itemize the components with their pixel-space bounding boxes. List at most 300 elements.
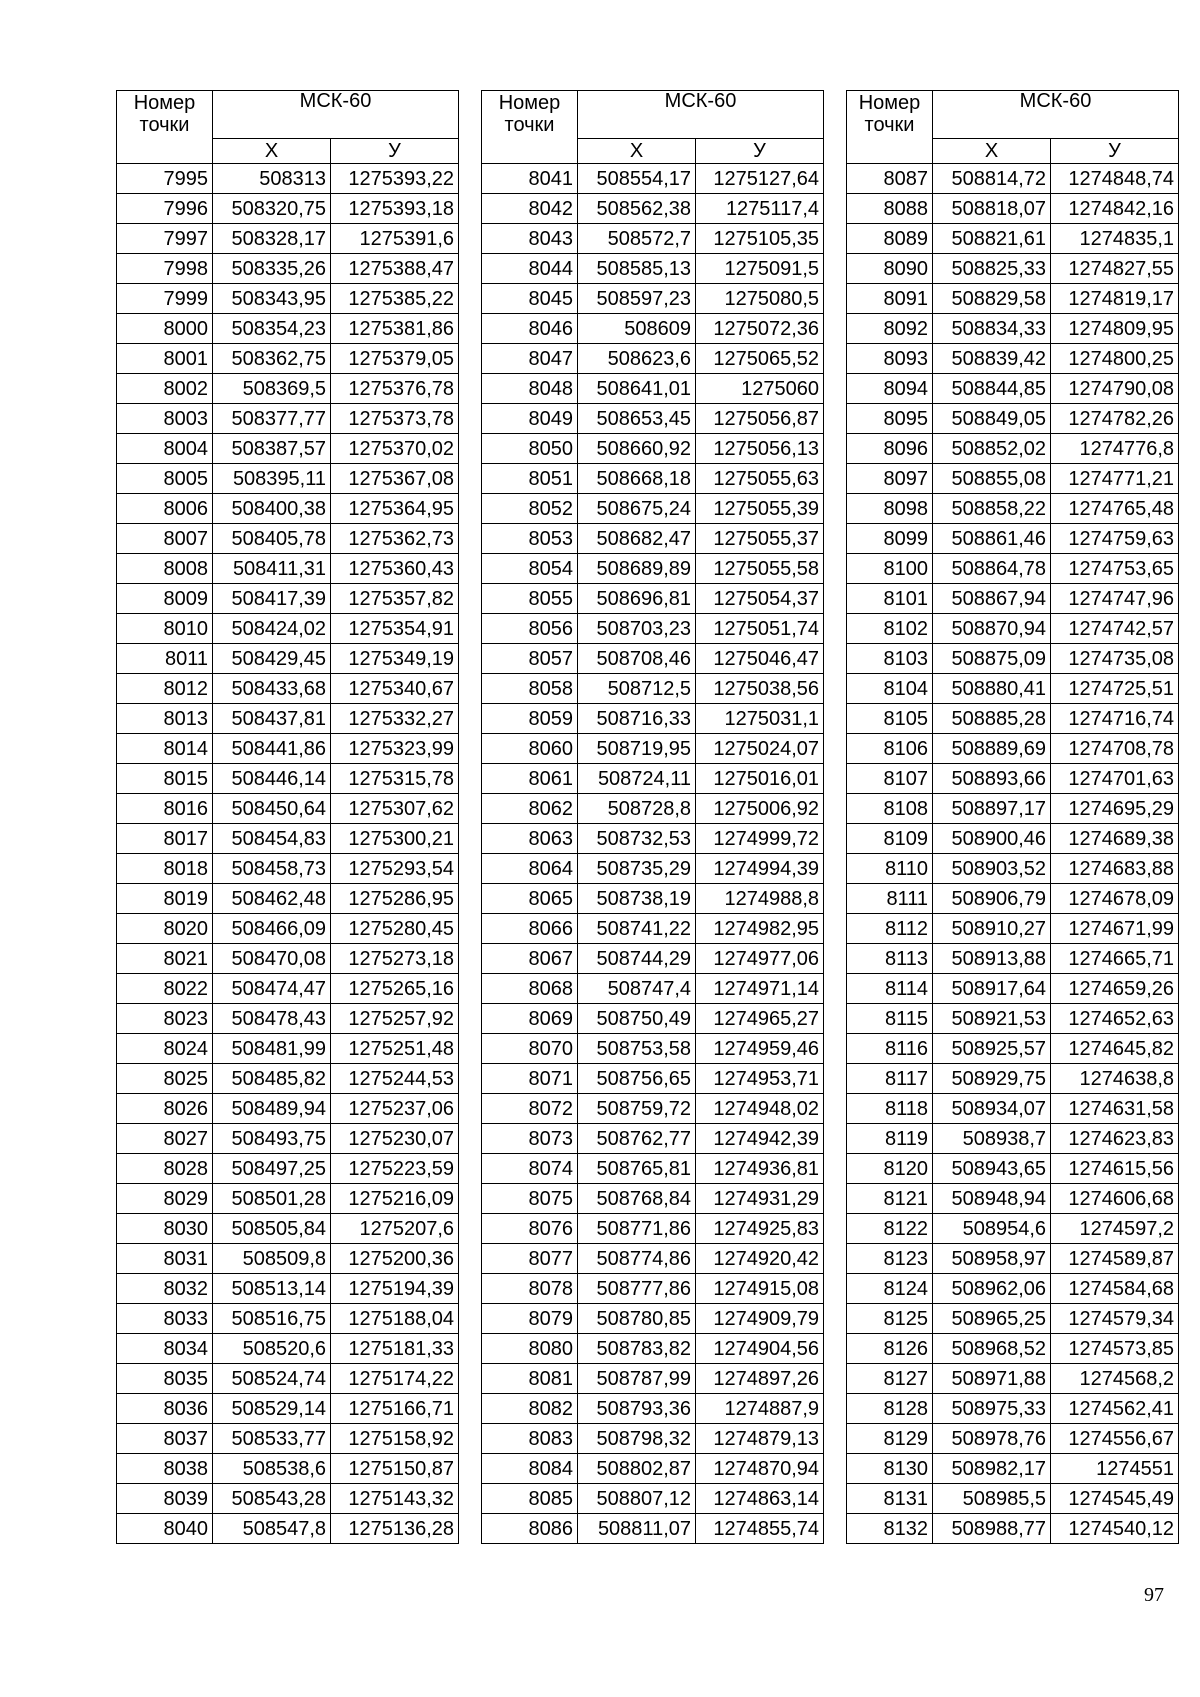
point-number-cell: 8081: [482, 1364, 578, 1394]
y-coordinate-cell: 1275323,99: [331, 734, 459, 764]
y-coordinate-cell: 1275367,08: [331, 464, 459, 494]
x-coordinate-cell: 508450,64: [213, 794, 331, 824]
y-coordinate-cell: 1275136,28: [331, 1514, 459, 1544]
table-row: [847, 1214, 1179, 1244]
point-number-cell: 8047: [482, 344, 578, 374]
table-row: [482, 254, 824, 284]
table-row: [847, 554, 1179, 584]
table-row: [117, 374, 459, 404]
x-coordinate-cell: 508962,06: [933, 1274, 1051, 1304]
coordinates-table-1: [116, 90, 459, 1544]
table-row: [847, 494, 1179, 524]
table-row: [847, 1184, 1179, 1214]
y-coordinate-cell: 1275006,92: [696, 794, 824, 824]
y-coordinate-cell: 1274695,29: [1051, 794, 1179, 824]
table-row: [117, 1484, 459, 1514]
point-number-cell: 8117: [847, 1064, 933, 1094]
table-row: [847, 1424, 1179, 1454]
table-row: [482, 1214, 824, 1244]
x-coordinate-cell: 508750,49: [578, 1004, 696, 1034]
y-coordinate-cell: 1274855,74: [696, 1514, 824, 1544]
table-row: [482, 284, 824, 314]
point-number-cell: 8059: [482, 704, 578, 734]
table-row: [847, 944, 1179, 974]
table-row: [482, 1094, 824, 1124]
table-row: [482, 944, 824, 974]
y-coordinate-cell: 1274790,08: [1051, 374, 1179, 404]
table-row: [117, 704, 459, 734]
table-row: [847, 194, 1179, 224]
x-coordinate-cell: 508934,07: [933, 1094, 1051, 1124]
point-number-cell: 8108: [847, 794, 933, 824]
x-coordinate-cell: 508682,47: [578, 524, 696, 554]
coordinate-system-header: МСК-60: [213, 91, 459, 139]
y-coordinate-cell: 1274936,81: [696, 1154, 824, 1184]
table-row: [482, 1334, 824, 1364]
table-body: [482, 164, 824, 1544]
table-row: [482, 1364, 824, 1394]
x-coordinate-cell: 508524,74: [213, 1364, 331, 1394]
table-row: [117, 944, 459, 974]
x-coordinate-cell: 508971,88: [933, 1364, 1051, 1394]
point-number-cell: 8064: [482, 854, 578, 884]
point-number-cell: 8018: [117, 854, 213, 884]
coordinates-table-3: [846, 90, 1179, 1544]
table-row: [847, 1454, 1179, 1484]
point-number-cell: 8036: [117, 1394, 213, 1424]
x-coordinate-cell: 508369,5: [213, 374, 331, 404]
point-number-cell: 7998: [117, 254, 213, 284]
table-row: [117, 284, 459, 314]
point-number-cell: 8001: [117, 344, 213, 374]
table-row: [847, 734, 1179, 764]
table-row: [847, 1004, 1179, 1034]
point-number-cell: 8053: [482, 524, 578, 554]
y-coordinate-cell: 1275080,5: [696, 284, 824, 314]
y-coordinate-cell: 1275393,18: [331, 194, 459, 224]
y-coordinate-cell: 1275315,78: [331, 764, 459, 794]
y-coordinate-cell: 1274863,14: [696, 1484, 824, 1514]
y-coordinate-cell: 1274638,8: [1051, 1064, 1179, 1094]
y-coordinate-cell: 1275024,07: [696, 734, 824, 764]
y-coordinate-cell: 1274848,74: [1051, 164, 1179, 194]
x-coordinate-cell: 508417,39: [213, 584, 331, 614]
y-coordinate-cell: 1274782,26: [1051, 404, 1179, 434]
table-row: [847, 1394, 1179, 1424]
y-coordinate-cell: 1274800,25: [1051, 344, 1179, 374]
y-coordinate-cell: 1274652,63: [1051, 1004, 1179, 1034]
table-row: [482, 704, 824, 734]
y-coordinate-cell: 1274994,39: [696, 854, 824, 884]
point-number-cell: 8083: [482, 1424, 578, 1454]
x-coordinate-cell: 508968,52: [933, 1334, 1051, 1364]
y-coordinate-cell: 1274897,26: [696, 1364, 824, 1394]
point-number-cell: 8122: [847, 1214, 933, 1244]
x-coordinate-cell: 508462,48: [213, 884, 331, 914]
y-coordinate-cell: 1274827,55: [1051, 254, 1179, 284]
y-coordinate-cell: 1275055,58: [696, 554, 824, 584]
table-row: [482, 1184, 824, 1214]
y-coordinate-cell: 1274645,82: [1051, 1034, 1179, 1064]
x-coordinate-cell: 508768,84: [578, 1184, 696, 1214]
table-row: [117, 494, 459, 524]
y-coordinate-cell: 1275188,04: [331, 1304, 459, 1334]
table-row: [117, 1454, 459, 1484]
y-coordinate-cell: 1274708,78: [1051, 734, 1179, 764]
point-number-cell: 7997: [117, 224, 213, 254]
table-row: [117, 1004, 459, 1034]
point-number-cell: 8033: [117, 1304, 213, 1334]
table-row: [117, 1244, 459, 1274]
point-number-cell: 8012: [117, 674, 213, 704]
table-row: [482, 884, 824, 914]
table-row: [482, 434, 824, 464]
table-row: [482, 1154, 824, 1184]
x-coordinate-cell: 508474,47: [213, 974, 331, 1004]
point-number-cell: 8067: [482, 944, 578, 974]
table-row: [117, 854, 459, 884]
table-row: [117, 1514, 459, 1544]
x-coordinate-cell: 508771,86: [578, 1214, 696, 1244]
table-row: [847, 254, 1179, 284]
x-coordinate-cell: 508913,88: [933, 944, 1051, 974]
x-coordinate-cell: 508765,81: [578, 1154, 696, 1184]
x-coordinate-cell: 508554,17: [578, 164, 696, 194]
y-coordinate-cell: 1275257,92: [331, 1004, 459, 1034]
y-coordinate-cell: 1274942,39: [696, 1124, 824, 1154]
y-coordinate-cell: 1274965,27: [696, 1004, 824, 1034]
x-coordinate-cell: 508852,02: [933, 434, 1051, 464]
point-number-cell: 8034: [117, 1334, 213, 1364]
y-coordinate-cell: 1274915,08: [696, 1274, 824, 1304]
y-coordinate-cell: 1275265,16: [331, 974, 459, 1004]
y-coordinate-cell: 1274631,58: [1051, 1094, 1179, 1124]
point-number-cell: 8006: [117, 494, 213, 524]
table-row: [847, 374, 1179, 404]
table-row: [117, 164, 459, 194]
point-number-cell: 8010: [117, 614, 213, 644]
x-coordinate-cell: 508485,82: [213, 1064, 331, 1094]
table-row: [482, 1034, 824, 1064]
x-coordinate-cell: 508362,75: [213, 344, 331, 374]
table-row: [117, 254, 459, 284]
x-coordinate-cell: 508943,65: [933, 1154, 1051, 1184]
x-coordinate-cell: 508354,23: [213, 314, 331, 344]
y-coordinate-cell: 1274701,63: [1051, 764, 1179, 794]
point-number-cell: 8046: [482, 314, 578, 344]
y-coordinate-cell: 1274689,38: [1051, 824, 1179, 854]
x-coordinate-cell: 508774,86: [578, 1244, 696, 1274]
x-coordinate-cell: 508818,07: [933, 194, 1051, 224]
y-coordinate-cell: 1275117,4: [696, 194, 824, 224]
y-coordinate-cell: 1274776,8: [1051, 434, 1179, 464]
table-row: [482, 164, 824, 194]
y-coordinate-cell: 1274615,56: [1051, 1154, 1179, 1184]
point-number-cell: 8116: [847, 1034, 933, 1064]
point-number-header: Номер точки: [847, 91, 933, 164]
table-row: [847, 404, 1179, 434]
y-coordinate-cell: 1274771,21: [1051, 464, 1179, 494]
table-row: [117, 1334, 459, 1364]
table-row: [847, 614, 1179, 644]
point-number-cell: 8045: [482, 284, 578, 314]
x-coordinate-cell: 508387,57: [213, 434, 331, 464]
table-row: [117, 434, 459, 464]
table-row: [482, 1424, 824, 1454]
y-coordinate-cell: 1275357,82: [331, 584, 459, 614]
y-coordinate-cell: 1275293,54: [331, 854, 459, 884]
y-coordinate-cell: 1275280,45: [331, 914, 459, 944]
x-coordinate-cell: 508965,25: [933, 1304, 1051, 1334]
table-row: [847, 1064, 1179, 1094]
point-number-cell: 8054: [482, 554, 578, 584]
table-row: [117, 734, 459, 764]
y-coordinate-cell: 1275054,37: [696, 584, 824, 614]
x-coordinate-cell: 508858,22: [933, 494, 1051, 524]
y-coordinate-cell: 1274556,67: [1051, 1424, 1179, 1454]
table-row: [482, 494, 824, 524]
x-coordinate-cell: 508437,81: [213, 704, 331, 734]
table-row: [847, 164, 1179, 194]
x-coordinate-cell: 508762,77: [578, 1124, 696, 1154]
point-number-cell: 8068: [482, 974, 578, 1004]
point-number-cell: 8004: [117, 434, 213, 464]
y-column-header: У: [1051, 139, 1179, 164]
table-row: [847, 314, 1179, 344]
x-coordinate-cell: 508328,17: [213, 224, 331, 254]
table-row: [482, 224, 824, 254]
point-number-cell: 8048: [482, 374, 578, 404]
table-row: [117, 1034, 459, 1064]
point-number-cell: 8128: [847, 1394, 933, 1424]
x-coordinate-cell: 508529,14: [213, 1394, 331, 1424]
point-number-cell: 8078: [482, 1274, 578, 1304]
x-coordinate-cell: 508538,6: [213, 1454, 331, 1484]
x-coordinate-cell: 508547,8: [213, 1514, 331, 1544]
x-coordinate-cell: 508597,23: [578, 284, 696, 314]
y-coordinate-cell: 1275381,86: [331, 314, 459, 344]
table-row: [482, 974, 824, 1004]
point-number-cell: 7996: [117, 194, 213, 224]
table-row: [847, 284, 1179, 314]
point-number-cell: 8077: [482, 1244, 578, 1274]
x-coordinate-cell: 508870,94: [933, 614, 1051, 644]
x-column-header: Х: [578, 139, 696, 164]
point-number-cell: 8129: [847, 1424, 933, 1454]
y-coordinate-cell: 1275385,22: [331, 284, 459, 314]
y-coordinate-cell: 1274759,63: [1051, 524, 1179, 554]
page-number: 97: [1144, 1584, 1164, 1606]
table-row: [482, 344, 824, 374]
table-row: [117, 1304, 459, 1334]
point-number-cell: 8052: [482, 494, 578, 524]
point-number-cell: 8055: [482, 584, 578, 614]
point-number-cell: 8092: [847, 314, 933, 344]
y-coordinate-cell: 1274971,14: [696, 974, 824, 1004]
y-coordinate-cell: 1274819,17: [1051, 284, 1179, 314]
x-coordinate-cell: 508454,83: [213, 824, 331, 854]
x-coordinate-cell: 508641,01: [578, 374, 696, 404]
table-row: [847, 854, 1179, 884]
point-number-cell: 8051: [482, 464, 578, 494]
point-number-cell: 8062: [482, 794, 578, 824]
point-number-cell: 8082: [482, 1394, 578, 1424]
y-coordinate-cell: 1275055,63: [696, 464, 824, 494]
x-coordinate-cell: 508982,17: [933, 1454, 1051, 1484]
x-coordinate-cell: 508395,11: [213, 464, 331, 494]
x-coordinate-cell: 508405,78: [213, 524, 331, 554]
table-row: [117, 1274, 459, 1304]
y-coordinate-cell: 1275166,71: [331, 1394, 459, 1424]
point-number-cell: 8104: [847, 674, 933, 704]
point-number-cell: 8061: [482, 764, 578, 794]
x-coordinate-cell: 508988,77: [933, 1514, 1051, 1544]
y-coordinate-cell: 1275286,95: [331, 884, 459, 914]
table-row: [482, 1454, 824, 1484]
point-number-cell: 8008: [117, 554, 213, 584]
y-coordinate-cell: 1274948,02: [696, 1094, 824, 1124]
y-coordinate-cell: 1275230,07: [331, 1124, 459, 1154]
point-number-cell: 8032: [117, 1274, 213, 1304]
x-coordinate-cell: 508458,73: [213, 854, 331, 884]
point-number-cell: 8017: [117, 824, 213, 854]
point-number-cell: 8011: [117, 644, 213, 674]
point-number-cell: 8101: [847, 584, 933, 614]
y-coordinate-cell: 1275056,87: [696, 404, 824, 434]
y-coordinate-cell: 1274959,46: [696, 1034, 824, 1064]
x-column-header: Х: [213, 139, 331, 164]
point-number-cell: 8069: [482, 1004, 578, 1034]
x-coordinate-cell: 508400,38: [213, 494, 331, 524]
x-coordinate-cell: 508807,12: [578, 1484, 696, 1514]
y-coordinate-cell: 1274584,68: [1051, 1274, 1179, 1304]
y-coordinate-cell: 1275300,21: [331, 824, 459, 854]
point-number-cell: 8100: [847, 554, 933, 584]
table-body: [847, 164, 1179, 1544]
point-number-cell: 8106: [847, 734, 933, 764]
point-number-cell: 8024: [117, 1034, 213, 1064]
point-number-cell: 8028: [117, 1154, 213, 1184]
point-number-cell: 8094: [847, 374, 933, 404]
point-number-cell: 8070: [482, 1034, 578, 1064]
table-row: [482, 914, 824, 944]
point-number-cell: 8098: [847, 494, 933, 524]
y-coordinate-cell: 1275237,06: [331, 1094, 459, 1124]
x-coordinate-cell: 508675,24: [578, 494, 696, 524]
table-body: [117, 164, 459, 1544]
point-number-cell: 8016: [117, 794, 213, 824]
table-row: [482, 404, 824, 434]
table-row: [117, 464, 459, 494]
x-coordinate-cell: 508825,33: [933, 254, 1051, 284]
y-coordinate-cell: 1275091,5: [696, 254, 824, 284]
table-row: [482, 824, 824, 854]
y-coordinate-cell: 1275174,22: [331, 1364, 459, 1394]
x-coordinate-cell: 508466,09: [213, 914, 331, 944]
y-coordinate-cell: 1275391,6: [331, 224, 459, 254]
x-coordinate-cell: 508505,84: [213, 1214, 331, 1244]
point-number-cell: 8084: [482, 1454, 578, 1484]
x-coordinate-cell: 508493,75: [213, 1124, 331, 1154]
point-number-header: Номер точки: [482, 91, 578, 164]
table-row: [117, 794, 459, 824]
x-coordinate-cell: 508446,14: [213, 764, 331, 794]
x-coordinate-cell: 508777,86: [578, 1274, 696, 1304]
point-number-cell: 8038: [117, 1454, 213, 1484]
x-coordinate-cell: 508572,7: [578, 224, 696, 254]
table-row: [847, 884, 1179, 914]
y-coordinate-cell: 1275207,6: [331, 1214, 459, 1244]
y-coordinate-cell: 1274573,85: [1051, 1334, 1179, 1364]
x-coordinate-cell: 508313: [213, 164, 331, 194]
y-coordinate-cell: 1275370,02: [331, 434, 459, 464]
table-row: [847, 464, 1179, 494]
x-coordinate-cell: 508653,45: [578, 404, 696, 434]
y-coordinate-cell: 1275046,47: [696, 644, 824, 674]
x-coordinate-cell: 508585,13: [578, 254, 696, 284]
point-number-cell: 8029: [117, 1184, 213, 1214]
table-row: [482, 1244, 824, 1274]
table-row: [117, 824, 459, 854]
y-coordinate-cell: 1275072,36: [696, 314, 824, 344]
x-coordinate-cell: 508497,25: [213, 1154, 331, 1184]
y-coordinate-cell: 1274953,71: [696, 1064, 824, 1094]
y-coordinate-cell: 1274879,13: [696, 1424, 824, 1454]
coordinate-system-header: МСК-60: [933, 91, 1179, 139]
point-number-cell: 8097: [847, 464, 933, 494]
x-coordinate-cell: 508906,79: [933, 884, 1051, 914]
point-number-cell: 8007: [117, 524, 213, 554]
y-coordinate-cell: 1274545,49: [1051, 1484, 1179, 1514]
table-row: [482, 1304, 824, 1334]
table-row: [847, 644, 1179, 674]
x-coordinate-cell: 508978,76: [933, 1424, 1051, 1454]
point-number-cell: 8014: [117, 734, 213, 764]
table-row: [117, 1424, 459, 1454]
x-coordinate-cell: 508501,28: [213, 1184, 331, 1214]
point-number-cell: 8042: [482, 194, 578, 224]
table-row: [847, 584, 1179, 614]
y-coordinate-cell: 1274988,8: [696, 884, 824, 914]
y-coordinate-cell: 1274678,09: [1051, 884, 1179, 914]
y-coordinate-cell: 1274747,96: [1051, 584, 1179, 614]
y-coordinate-cell: 1275273,18: [331, 944, 459, 974]
point-number-cell: 8041: [482, 164, 578, 194]
table-row: [847, 434, 1179, 464]
x-coordinate-cell: 508829,58: [933, 284, 1051, 314]
table-row: [482, 1514, 824, 1544]
y-coordinate-cell: 1274623,83: [1051, 1124, 1179, 1154]
point-number-cell: 8057: [482, 644, 578, 674]
point-number-cell: 8044: [482, 254, 578, 284]
point-number-cell: 8060: [482, 734, 578, 764]
table-row: [117, 344, 459, 374]
point-number-cell: 8043: [482, 224, 578, 254]
x-coordinate-cell: 508910,27: [933, 914, 1051, 944]
y-coordinate-cell: 1275216,09: [331, 1184, 459, 1214]
point-number-cell: 8073: [482, 1124, 578, 1154]
x-coordinate-cell: 508897,17: [933, 794, 1051, 824]
y-coordinate-cell: 1275158,92: [331, 1424, 459, 1454]
y-coordinate-cell: 1274735,08: [1051, 644, 1179, 674]
point-number-cell: 8015: [117, 764, 213, 794]
table-row: [847, 824, 1179, 854]
table-row: [482, 464, 824, 494]
point-number-cell: 8026: [117, 1094, 213, 1124]
point-number-cell: 8103: [847, 644, 933, 674]
x-coordinate-cell: 508900,46: [933, 824, 1051, 854]
x-coordinate-cell: 508834,33: [933, 314, 1051, 344]
